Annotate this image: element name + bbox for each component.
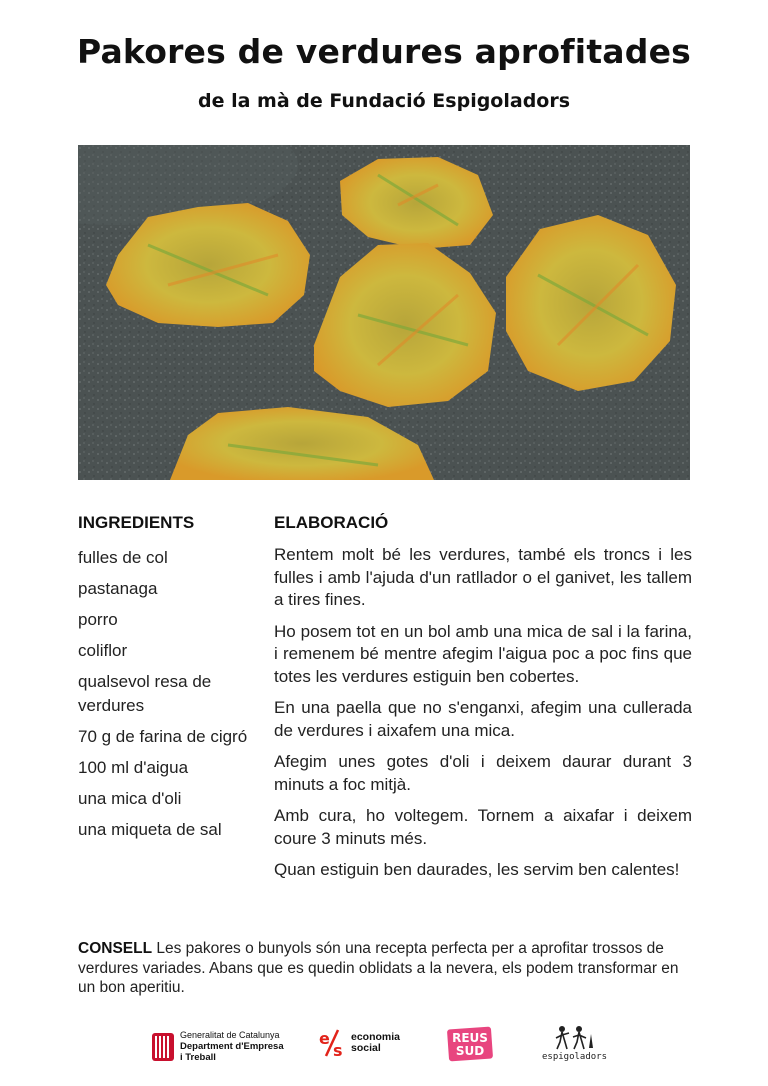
ingredient-item: 70 g de farina de cigró bbox=[78, 727, 248, 746]
step-paragraph: Ho posem tot en un bol amb una mica de sal i la farina, i remenem bé mentre afegim l'aigua poc a poc fins que totes les verdures estiguin ben cobertes. bbox=[274, 621, 692, 686]
elaboration-heading: ELABORACIÓ bbox=[274, 513, 389, 532]
step-paragraph: Amb cura, ho voltegem. Tornem a aixafar i deixem coure 3 minuts més. bbox=[274, 806, 692, 848]
reus-text: REUS bbox=[452, 1031, 488, 1045]
economia-text: economia bbox=[351, 1030, 401, 1043]
ingredient-item: porro bbox=[78, 610, 118, 629]
step-paragraph: Quan estiguin ben daurades, les servim ben calentes! bbox=[274, 860, 680, 879]
espigoladors-text: espigoladors bbox=[542, 1052, 608, 1062]
ingredients-heading: INGREDIENTS bbox=[78, 513, 195, 532]
page-subtitle: de la mà de Fundació Espigoladors bbox=[197, 90, 571, 112]
recipe-photo bbox=[78, 145, 690, 480]
reus-sud-badge-icon bbox=[446, 1026, 494, 1062]
ingredient-item: fulles de col bbox=[78, 548, 168, 567]
page-title: Pakores de verdures aprofitades bbox=[76, 32, 692, 71]
advice-label: CONSELL bbox=[78, 940, 153, 957]
ingredients-list bbox=[78, 546, 258, 849]
espigoladors-logo bbox=[542, 1024, 607, 1062]
advice-paragraph bbox=[78, 939, 692, 998]
svg-text:s: s bbox=[333, 1041, 343, 1058]
advice-text: Les pakores o bunyols són una recepta perfecta per a aprofitar trossos de verdures variades. Abans que es quedin oblidats a la nevera, els podem transformar en un bon aperitiu. bbox=[78, 940, 679, 996]
gencat-logo bbox=[152, 1030, 284, 1064]
economia-social-icon bbox=[318, 1028, 346, 1058]
step-paragraph: Rentem molt bé les verdures, també els troncs i les fulles i amb l'ajuda d'un ratllador o el ganivet, les tallem a tires fines. bbox=[274, 545, 692, 609]
step-paragraph: Afegim unes gotes d'oli i deixem daurar durant 3 minuts a foc mitjà. bbox=[274, 752, 692, 794]
gencat-name: Generalitat de Catalunya bbox=[180, 1030, 280, 1040]
elaboration-steps bbox=[274, 544, 692, 891]
gencat-department-2: i Treball bbox=[180, 1052, 216, 1063]
sud-text: SUD bbox=[455, 1044, 485, 1058]
ingredient-item: qualsevol resa de verdures bbox=[78, 672, 212, 715]
social-text: social bbox=[351, 1042, 381, 1054]
ingredient-item: coliflor bbox=[78, 641, 128, 660]
gencat-emblem-icon bbox=[152, 1033, 174, 1061]
gencat-department: Department d'Empresa bbox=[180, 1040, 284, 1052]
reus-sud-logo bbox=[446, 1026, 494, 1062]
step-paragraph: En una paella que no s'enganxi, afegim una cullerada de verdures i aixafem una mica. bbox=[274, 698, 692, 740]
ingredient-item: una miqueta de sal bbox=[78, 820, 222, 839]
ingredient-item: pastanaga bbox=[78, 579, 158, 598]
ingredient-item: una mica d'oli bbox=[78, 789, 182, 808]
espigoladors-figures-icon bbox=[553, 1024, 597, 1050]
economia-social-logo bbox=[318, 1028, 400, 1058]
svg-text:e: e bbox=[319, 1029, 330, 1048]
sponsor-logos bbox=[0, 1022, 768, 1072]
ingredient-item: 100 ml d'aigua bbox=[78, 758, 189, 777]
